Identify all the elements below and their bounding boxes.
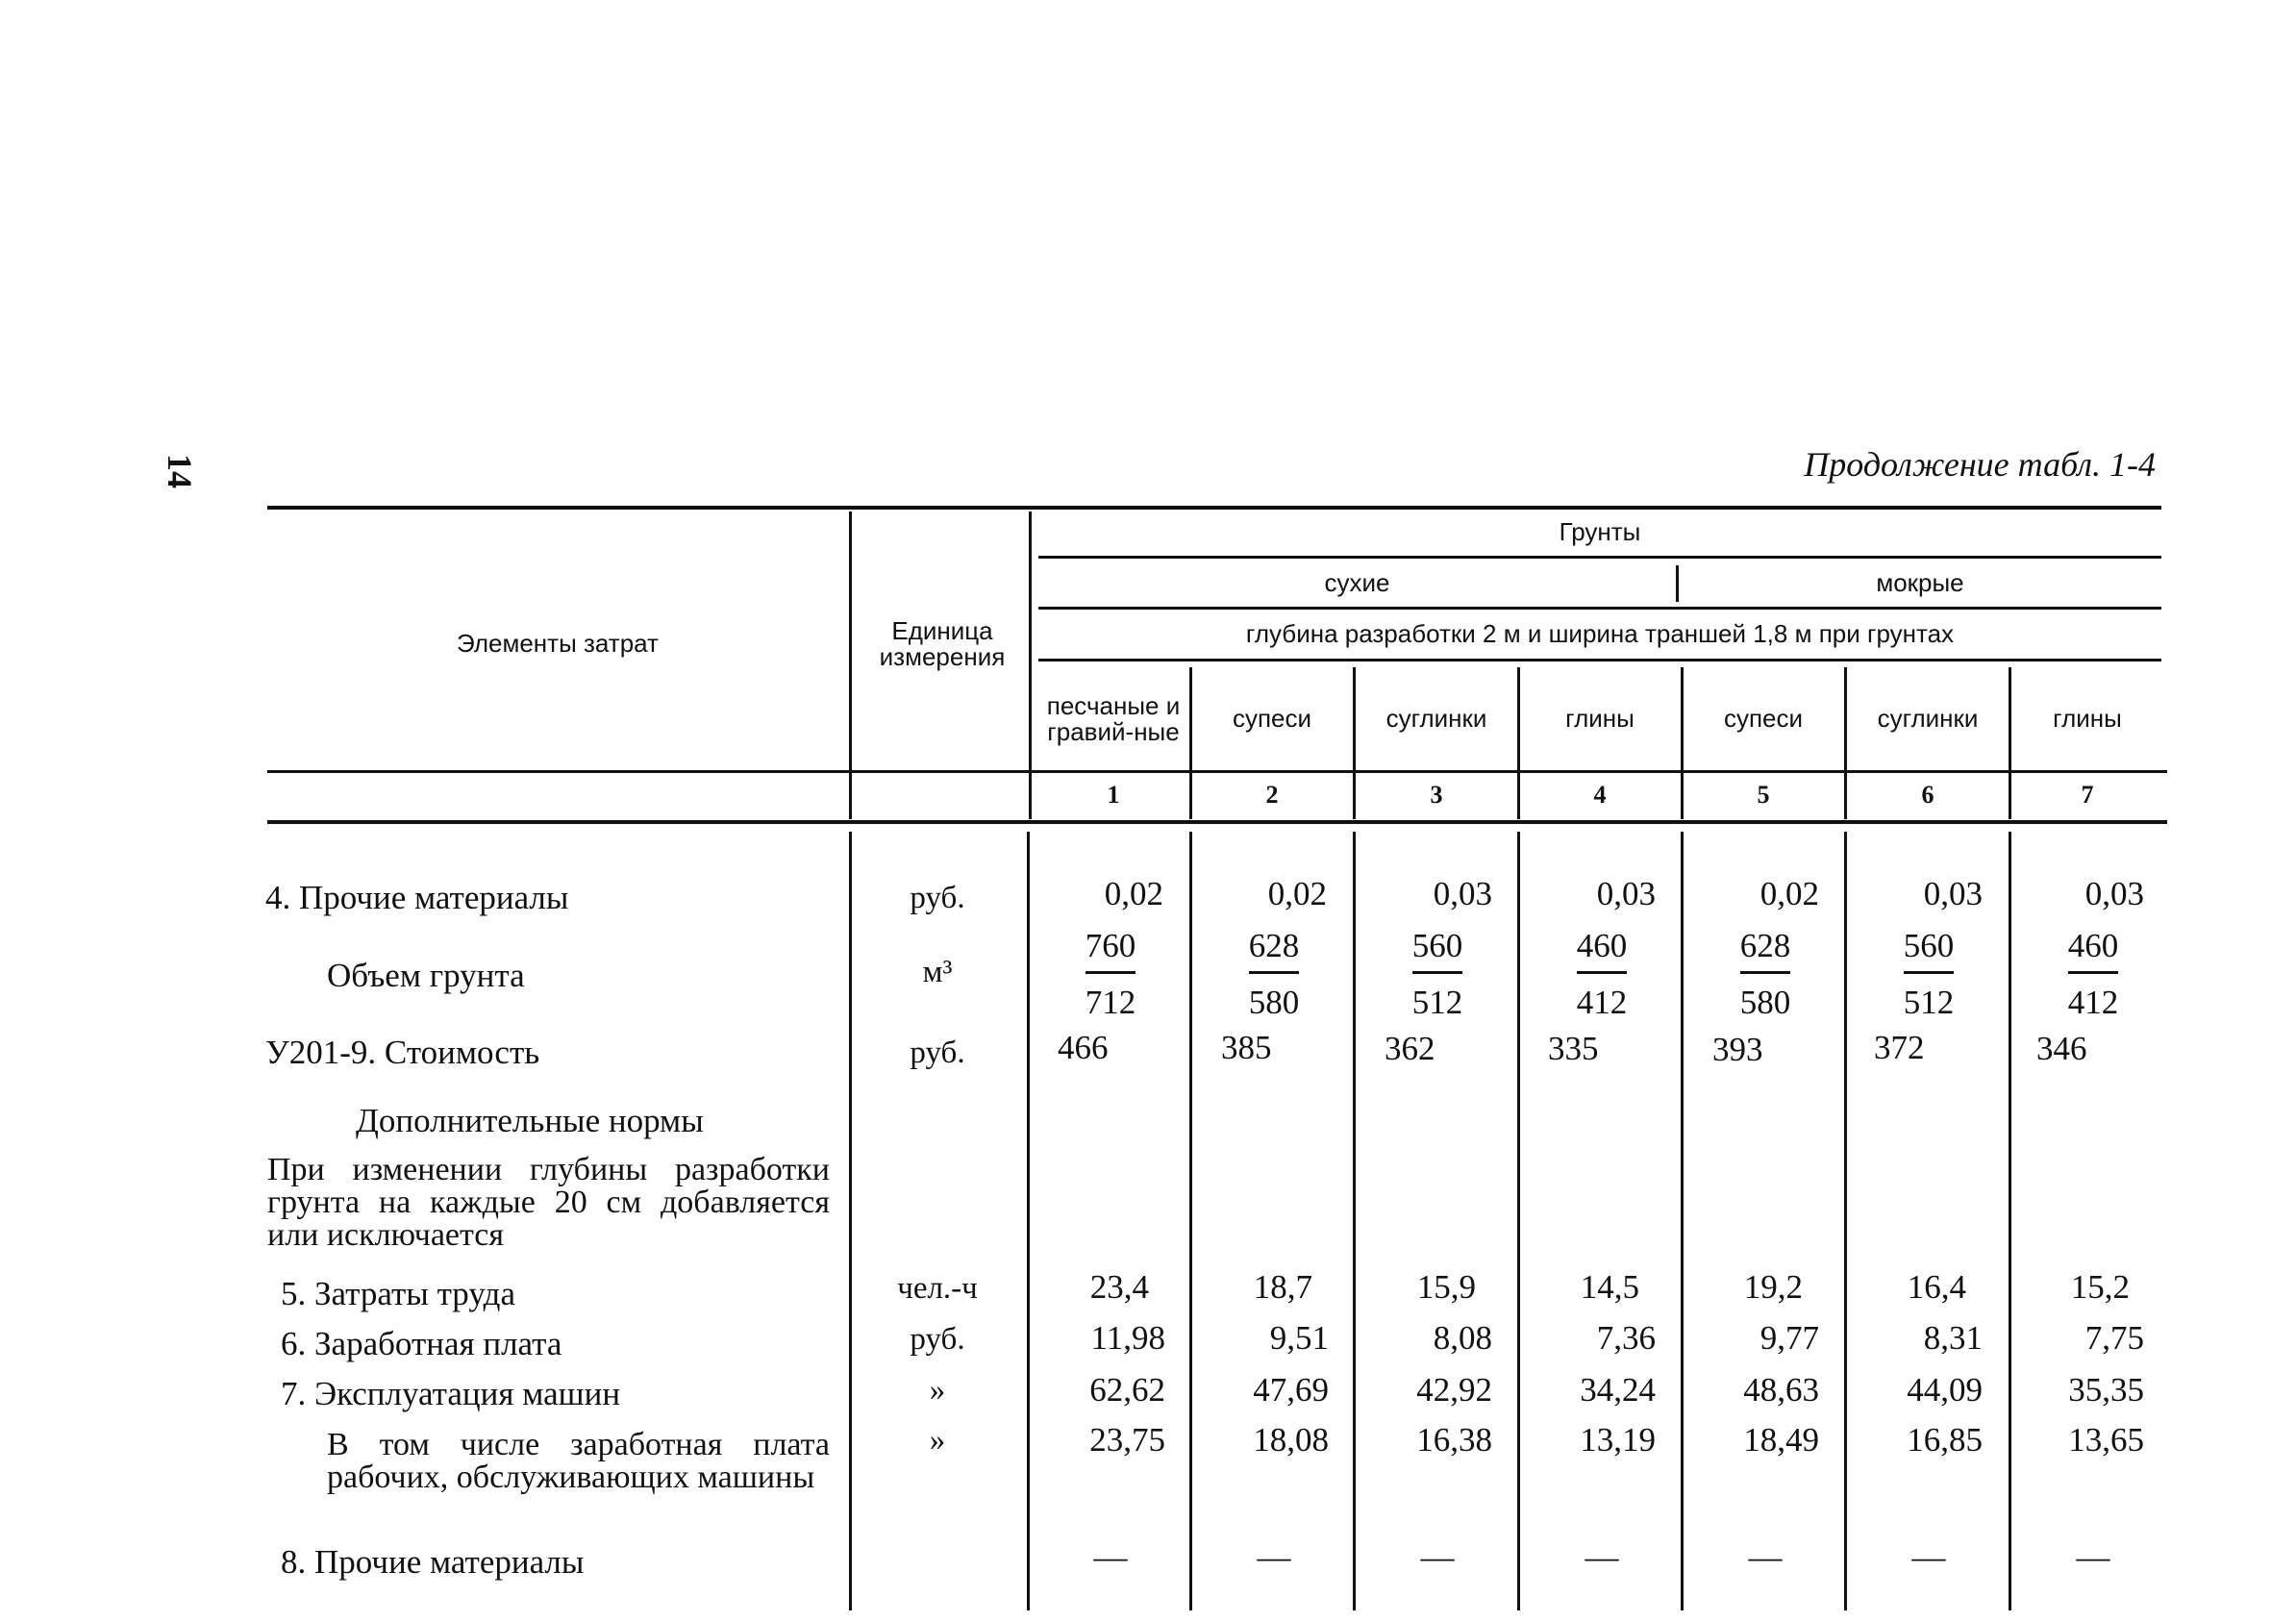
header-elements: Элементы затрат bbox=[457, 629, 659, 659]
volume-den-3: 512 bbox=[1411, 984, 1463, 1021]
cost-val-1: 466 bbox=[1058, 1029, 1109, 1066]
header-depth: глубина разработки 2 м и ширина траншей 1,8 м при грунтах bbox=[1245, 619, 1955, 649]
volume-num-2: 628 bbox=[1248, 927, 1300, 964]
vrule-c5 bbox=[1844, 667, 1847, 819]
row4-val-6: 0,03 bbox=[1923, 875, 1983, 912]
volume-frac-6 bbox=[1890, 927, 1967, 1022]
row8-val-5: — bbox=[1748, 1538, 1783, 1576]
col-num-4: 4 bbox=[1593, 781, 1607, 809]
row8-val-7: — bbox=[2076, 1538, 2110, 1576]
col-head-5: супеси bbox=[1723, 704, 1804, 734]
col-head-7: глины bbox=[2053, 704, 2122, 734]
header-soils: Грунты bbox=[1559, 517, 1641, 547]
rule-depth bbox=[1038, 659, 2161, 661]
row6-label: 6. Заработная плата bbox=[281, 1325, 562, 1362]
col-num-5: 5 bbox=[1757, 781, 1770, 809]
rule-dry-wet bbox=[1038, 607, 2161, 610]
row6-val-5: 9,77 bbox=[1759, 1319, 1819, 1357]
incl-val-7: 13,65 bbox=[2068, 1421, 2144, 1459]
vrule-body-c2 bbox=[1353, 832, 1356, 1610]
vrule-c1 bbox=[1189, 667, 1192, 819]
header-dry: сухие bbox=[1324, 568, 1390, 598]
row7-val-2: 47,69 bbox=[1253, 1371, 1329, 1409]
col-num-3: 3 bbox=[1430, 781, 1443, 809]
vrule-c3 bbox=[1517, 667, 1520, 819]
incl-val-3: 16,38 bbox=[1416, 1421, 1492, 1459]
rule-soils bbox=[1038, 556, 2161, 559]
col-head-4: глины bbox=[1565, 704, 1635, 734]
volume-den-6: 512 bbox=[1903, 984, 1955, 1021]
cost-val-6: 372 bbox=[1874, 1029, 1925, 1066]
row4-label: 4. Прочие материалы bbox=[265, 879, 569, 916]
col-num-1: 1 bbox=[1107, 781, 1120, 809]
volume-num-5: 628 bbox=[1739, 927, 1791, 964]
volume-den-1: 712 bbox=[1085, 984, 1136, 1021]
incl-val-6: 16,85 bbox=[1907, 1421, 1983, 1459]
volume-den-5: 580 bbox=[1739, 984, 1791, 1021]
incl-val-2: 18,08 bbox=[1253, 1421, 1329, 1459]
col-head-3: суглинки bbox=[1385, 704, 1487, 734]
row5-val-6: 16,4 bbox=[1907, 1268, 1966, 1306]
volume-frac-2 bbox=[1235, 927, 1312, 1022]
row4-val-4: 0,03 bbox=[1596, 875, 1656, 912]
header-unit: Единица измерения bbox=[879, 615, 1006, 671]
cost-unit: руб. bbox=[910, 1036, 965, 1070]
header-wet: мокрые bbox=[1876, 568, 1964, 598]
vrule-c6 bbox=[2009, 667, 2011, 819]
row8-val-6: — bbox=[1911, 1538, 1946, 1576]
volume-num-6: 560 bbox=[1903, 927, 1955, 964]
row8-label: 8. Прочие материалы bbox=[281, 1543, 585, 1581]
row4-val-5: 0,02 bbox=[1759, 875, 1819, 912]
row4-val-1: 0,02 bbox=[1104, 875, 1163, 912]
cost-val-2: 385 bbox=[1221, 1029, 1272, 1066]
col-head-1: песчаные и гравий-ные bbox=[1046, 690, 1181, 746]
incl-val-1: 23,75 bbox=[1089, 1421, 1165, 1459]
vrule-body-unit-right bbox=[1027, 832, 1030, 1610]
col-num-2: 2 bbox=[1265, 781, 1279, 809]
vrule-body-c1 bbox=[1189, 832, 1192, 1610]
row4-val-7: 0,03 bbox=[2084, 875, 2144, 912]
row6-val-4: 7,36 bbox=[1596, 1319, 1656, 1357]
row7-val-4: 34,24 bbox=[1580, 1371, 1656, 1409]
cost-val-5: 393 bbox=[1712, 1031, 1763, 1068]
volume-label: Объем грунта bbox=[327, 957, 525, 994]
row7-val-3: 42,92 bbox=[1416, 1371, 1492, 1409]
extra-title: Дополнительные нормы bbox=[356, 1102, 704, 1139]
volume-den-7: 412 bbox=[2067, 984, 2119, 1021]
row5-val-7: 15,2 bbox=[2070, 1268, 2130, 1306]
rule-top bbox=[267, 506, 2161, 510]
volume-unit: м³ bbox=[922, 955, 953, 989]
volume-num-3: 560 bbox=[1411, 927, 1463, 964]
row8-val-1: — bbox=[1093, 1538, 1128, 1576]
incl-val-4: 13,19 bbox=[1580, 1421, 1656, 1459]
rule-numbers-bottom bbox=[267, 820, 2167, 824]
row5-val-4: 14,5 bbox=[1580, 1268, 1639, 1306]
vrule-body-c6 bbox=[2009, 832, 2011, 1610]
rule-head-bottom bbox=[267, 770, 2167, 773]
row6-val-1: 11,98 bbox=[1090, 1319, 1165, 1357]
row4-unit: руб. bbox=[910, 881, 965, 915]
row8-val-4: — bbox=[1585, 1538, 1619, 1576]
vrule-c4 bbox=[1681, 667, 1684, 819]
cost-val-7: 346 bbox=[2036, 1030, 2087, 1067]
incl-label: В том числе заработная плата рабочих, обслуживающих машины bbox=[327, 1427, 830, 1495]
row7-val-7: 35,35 bbox=[2068, 1371, 2144, 1409]
volume-frac-3 bbox=[1399, 927, 1476, 1022]
vrule-body-c5 bbox=[1844, 832, 1847, 1610]
row5-val-2: 18,7 bbox=[1253, 1268, 1312, 1306]
extra-note: При изменении глубины разработки грунта на каждые 20 см добавляется или исключается bbox=[267, 1152, 830, 1253]
page-number: 14 bbox=[161, 454, 199, 488]
volume-den-2: 580 bbox=[1248, 984, 1300, 1021]
vrule-unit-right bbox=[1029, 512, 1032, 819]
row7-val-1: 62,62 bbox=[1089, 1371, 1165, 1409]
cost-label: У201-9. Стоимость bbox=[265, 1034, 540, 1071]
vrule-unit-left bbox=[849, 512, 852, 819]
volume-num-7: 460 bbox=[2067, 927, 2119, 964]
row8-val-2: — bbox=[1257, 1538, 1291, 1576]
row6-val-2: 9,51 bbox=[1269, 1319, 1329, 1357]
row5-unit: чел.-ч bbox=[897, 1271, 978, 1306]
row8-val-3: — bbox=[1420, 1538, 1455, 1576]
col-head-6: суглинки bbox=[1877, 704, 1979, 734]
col-num-6: 6 bbox=[1921, 781, 1934, 809]
row7-unit: » bbox=[929, 1373, 946, 1408]
row7-val-6: 44,09 bbox=[1907, 1371, 1983, 1409]
vrule-body-c4 bbox=[1681, 832, 1684, 1610]
row6-val-7: 7,75 bbox=[2084, 1319, 2144, 1357]
row6-val-3: 8,08 bbox=[1433, 1319, 1492, 1357]
volume-frac-1 bbox=[1072, 927, 1149, 1022]
vrule-c2 bbox=[1353, 667, 1356, 819]
volume-num-4: 460 bbox=[1576, 927, 1628, 964]
volume-num-1: 760 bbox=[1085, 927, 1136, 964]
row7-label: 7. Эксплуатация машин bbox=[281, 1375, 621, 1412]
cost-val-3: 362 bbox=[1385, 1030, 1435, 1067]
row6-val-6: 8,31 bbox=[1923, 1319, 1983, 1357]
vrule-body-c3 bbox=[1517, 832, 1520, 1610]
cost-val-4: 335 bbox=[1548, 1030, 1599, 1067]
volume-frac-5 bbox=[1727, 927, 1804, 1022]
volume-frac-7 bbox=[2055, 927, 2132, 1022]
incl-val-5: 18,49 bbox=[1743, 1421, 1819, 1459]
col-head-2: супеси bbox=[1232, 704, 1312, 734]
row6-unit: руб. bbox=[910, 1322, 965, 1357]
row5-label: 5. Затраты труда bbox=[281, 1275, 515, 1312]
row7-val-5: 48,63 bbox=[1743, 1371, 1819, 1409]
vrule-body-unit-left bbox=[849, 832, 852, 1610]
incl-unit: » bbox=[929, 1423, 946, 1458]
row4-val-3: 0,03 bbox=[1433, 875, 1492, 912]
volume-frac-4 bbox=[1563, 927, 1640, 1022]
row5-val-3: 15,9 bbox=[1416, 1268, 1476, 1306]
col-num-7: 7 bbox=[2081, 781, 2094, 809]
volume-den-4: 412 bbox=[1576, 984, 1628, 1021]
table-caption: Продолжение табл. 1-4 bbox=[1804, 445, 2156, 484]
row5-val-5: 19,2 bbox=[1743, 1268, 1803, 1306]
row4-val-2: 0,02 bbox=[1267, 875, 1327, 912]
row5-val-1: 23,4 bbox=[1089, 1268, 1149, 1306]
